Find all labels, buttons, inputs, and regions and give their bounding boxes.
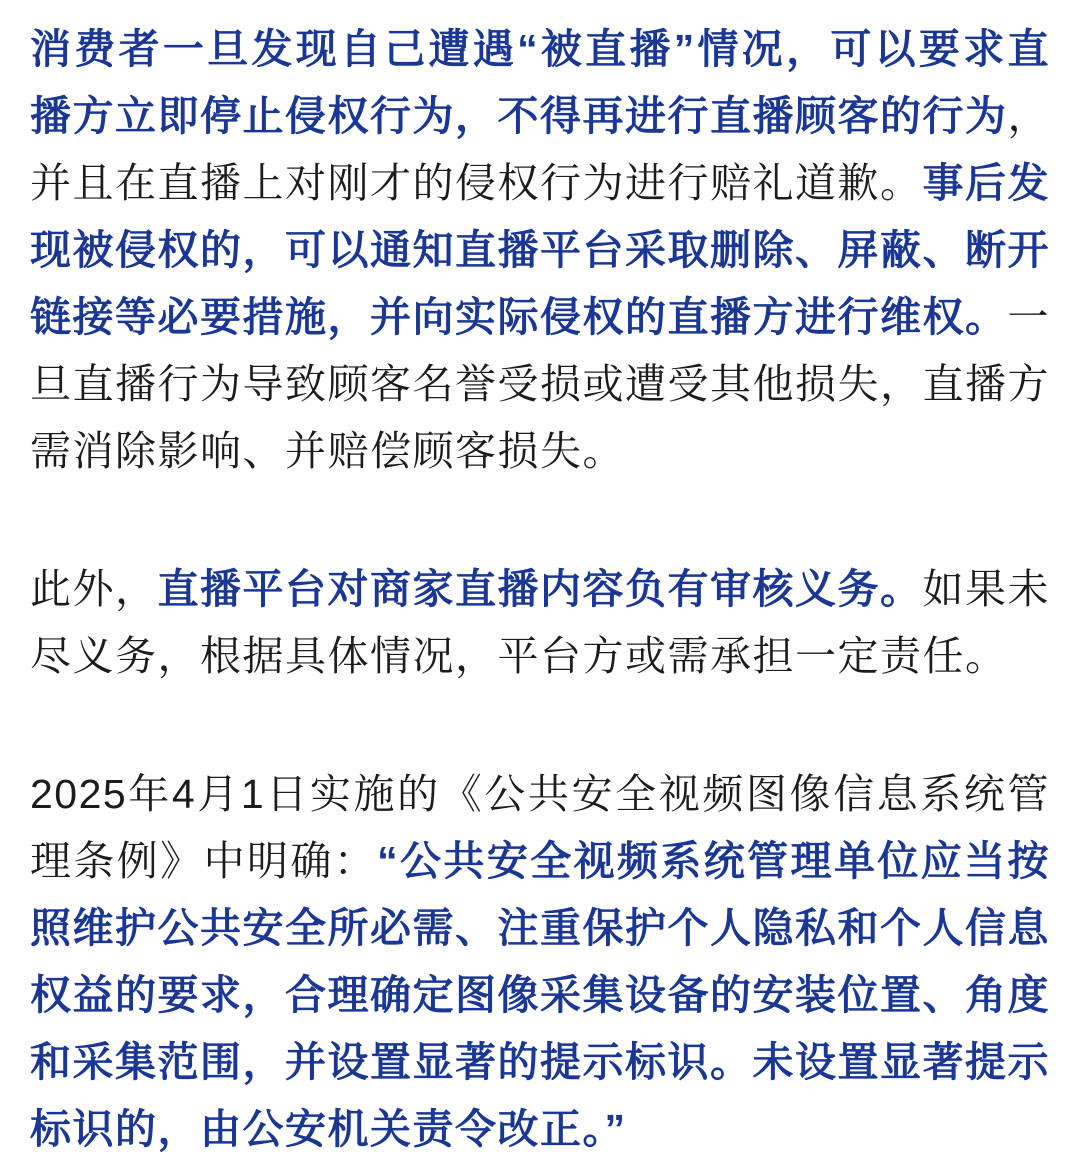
text-run: 一旦直播行为导致顾客名誉受损或遭受其他损失，直播方需消除影响、并赔偿顾客损失。 bbox=[30, 294, 1050, 474]
paragraph bbox=[30, 761, 1050, 1163]
emphasis-text-run: 直播平台对商家直播内容负有审核义务。 bbox=[157, 566, 923, 612]
text-run: 此外， bbox=[30, 566, 158, 612]
paragraph bbox=[30, 556, 1050, 690]
paragraph bbox=[30, 16, 1050, 485]
emphasis-text-run: 消费者一旦发现自己遭遇“被直播”情况，可以要求直播方立即停止侵权行为，不得再进行直播顾客的行为 bbox=[30, 26, 1050, 139]
text-run: 2025年4月1日实施的《公共安全视频图像信息系统管理条例》中明确： bbox=[30, 771, 1050, 884]
text-run: ，并且在直播上对刚才的侵权行为进行赔礼道歉。 bbox=[30, 93, 1050, 206]
emphasis-text-run: “公共安全视频系统管理单位应当按照维护公共安全所必需、注重保护个人隐私和个人信息权益的要求，合理确定图像采集设备的安装位置、角度和采集范围，并设置显著的提示标识。未设置显著提示标识的，由公安机关责令改正。” bbox=[30, 838, 1051, 1152]
text-run: 如果未尽义务，根据具体情况，平台方或需承担一定责任。 bbox=[30, 566, 1050, 679]
emphasis-text-run: 事后发现被侵权的，可以通知直播平台采取删除、屏蔽、断开链接等必要措施，并向实际侵权的直播方进行维权。 bbox=[30, 160, 1050, 340]
